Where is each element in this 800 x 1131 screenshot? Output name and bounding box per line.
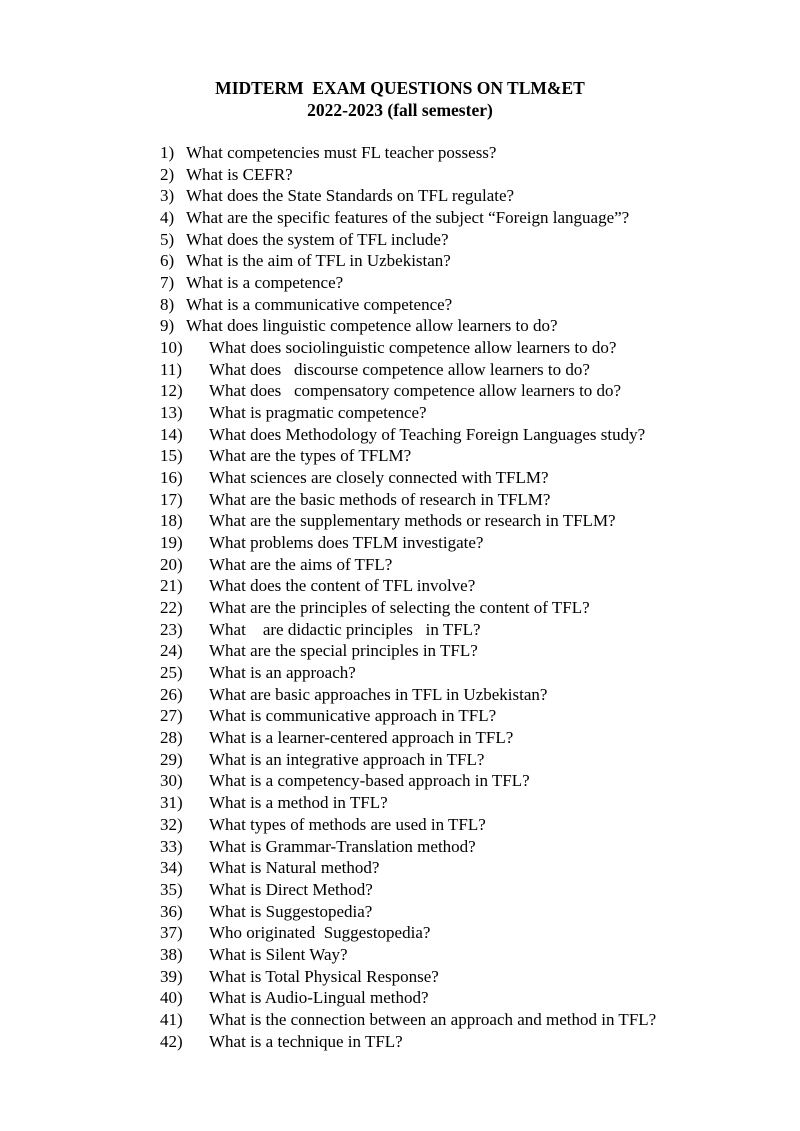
question-text: What is pragmatic competence? (209, 403, 427, 423)
question-number: 31) (160, 793, 183, 813)
question-number: 39) (160, 966, 183, 986)
question-text: What is Audio-Lingual method? (209, 988, 429, 1008)
question-text: What is an integrative approach in TFL? (209, 749, 485, 769)
question-number: 33) (160, 836, 183, 856)
question-number: 22) (160, 598, 183, 618)
question-text: What does the State Standards on TFL regulate? (186, 186, 515, 206)
page-subtitle: 2022-2023 (fall semester) (307, 100, 493, 120)
question-number: 35) (160, 879, 183, 899)
question-number: 9) (160, 316, 175, 336)
question-number: 13) (160, 403, 183, 423)
question-text: What is communicative approach in TFL? (209, 706, 497, 726)
question-text: What is a competence? (186, 273, 344, 293)
question-number: 21) (160, 576, 183, 596)
question-number: 6) (160, 251, 175, 271)
question-text: What is Silent Way? (209, 944, 348, 964)
question-text: What are the principles of selecting the content of TFL? (209, 598, 590, 618)
question-number: 18) (160, 511, 183, 531)
question-text: What are the special principles in TFL? (209, 641, 478, 661)
question-number: 14) (160, 424, 183, 444)
question-number: 34) (160, 858, 183, 878)
question-text: What are the supplementary methods or research in TFLM? (209, 511, 616, 531)
question-number: 12) (160, 381, 183, 401)
question-text: What types of methods are used in TFL? (209, 814, 486, 834)
question-number: 41) (160, 1009, 183, 1029)
question-number: 42) (160, 1031, 183, 1051)
question-number: 10) (160, 338, 183, 358)
question-text: What is Total Physical Response? (209, 966, 439, 986)
question-number: 3) (160, 186, 175, 206)
question-number: 17) (160, 489, 183, 509)
question-text: What are the basic methods of research in TFLM? (209, 489, 551, 509)
question-text: What are the types of TFLM? (209, 446, 412, 466)
question-text: What are the specific features of the subject “Foreign language”? (186, 208, 630, 228)
question-text: What is Direct Method? (209, 879, 373, 899)
question-number: 26) (160, 684, 183, 704)
document-header (0, 77, 800, 121)
question-text: What is a communicative competence? (186, 294, 453, 314)
question-text: What is a competency-based approach in TFL? (209, 771, 530, 791)
question-text: What does Methodology of Teaching Foreign Languages study? (209, 424, 646, 444)
question-text: What is a technique in TFL? (209, 1031, 403, 1051)
question-text: What does discourse competence allow learners to do? (209, 359, 590, 379)
question-text: What is Suggestopedia? (209, 901, 373, 921)
question-number: 28) (160, 728, 183, 748)
question-text: What does linguistic competence allow learners to do? (186, 316, 558, 336)
question-text: What problems does TFLM investigate? (209, 533, 484, 553)
question-number: 4) (160, 208, 175, 228)
question-number: 40) (160, 988, 183, 1008)
question-number: 23) (160, 619, 183, 639)
question-text: What sciences are closely connected with TFLM? (209, 468, 549, 488)
question-number: 30) (160, 771, 183, 791)
question-number: 38) (160, 944, 183, 964)
question-number: 36) (160, 901, 183, 921)
question-number: 20) (160, 554, 183, 574)
question-number: 25) (160, 663, 183, 683)
question-text: What is the connection between an approach and method in TFL? (209, 1009, 657, 1029)
question-number: 5) (160, 229, 175, 249)
question-number: 27) (160, 706, 183, 726)
question-number: 2) (160, 164, 175, 184)
question-number: 7) (160, 273, 175, 293)
question-text: What is Natural method? (209, 858, 380, 878)
question-text: What does compensatory competence allow learners to do? (209, 381, 622, 401)
question-text: What is a method in TFL? (209, 793, 388, 813)
question-text: What are the aims of TFL? (209, 554, 393, 574)
question-text: What is the aim of TFL in Uzbekistan? (186, 251, 451, 271)
question-number: 19) (160, 533, 183, 553)
question-text: What is a learner-centered approach in TFL? (209, 728, 514, 748)
question-number: 37) (160, 923, 183, 943)
question-number: 1) (160, 143, 175, 162)
question-text: Who originated Suggestopedia? (209, 923, 431, 943)
question-text: What are didactic principles in TFL? (209, 619, 481, 639)
question-text: What is Grammar-Translation method? (209, 836, 476, 856)
question-text: What competencies must FL teacher possess? (186, 143, 497, 162)
question-text: What does sociolinguistic competence allow learners to do? (209, 338, 617, 358)
question-number: 29) (160, 749, 183, 769)
question-text: What is an approach? (209, 663, 356, 683)
question-text: What does the content of TFL involve? (209, 576, 476, 596)
question-text: What are basic approaches in TFL in Uzbekistan? (209, 684, 548, 704)
page-title: MIDTERM EXAM QUESTIONS ON TLM&ET (215, 78, 585, 98)
question-number: 8) (160, 294, 175, 314)
question-text: What is CEFR? (186, 164, 293, 184)
question-number: 16) (160, 468, 183, 488)
question-number: 15) (160, 446, 183, 466)
question-number: 32) (160, 814, 183, 834)
question-text: What does the system of TFL include? (186, 229, 449, 249)
question-number: 24) (160, 641, 183, 661)
question-number: 11) (160, 359, 183, 379)
